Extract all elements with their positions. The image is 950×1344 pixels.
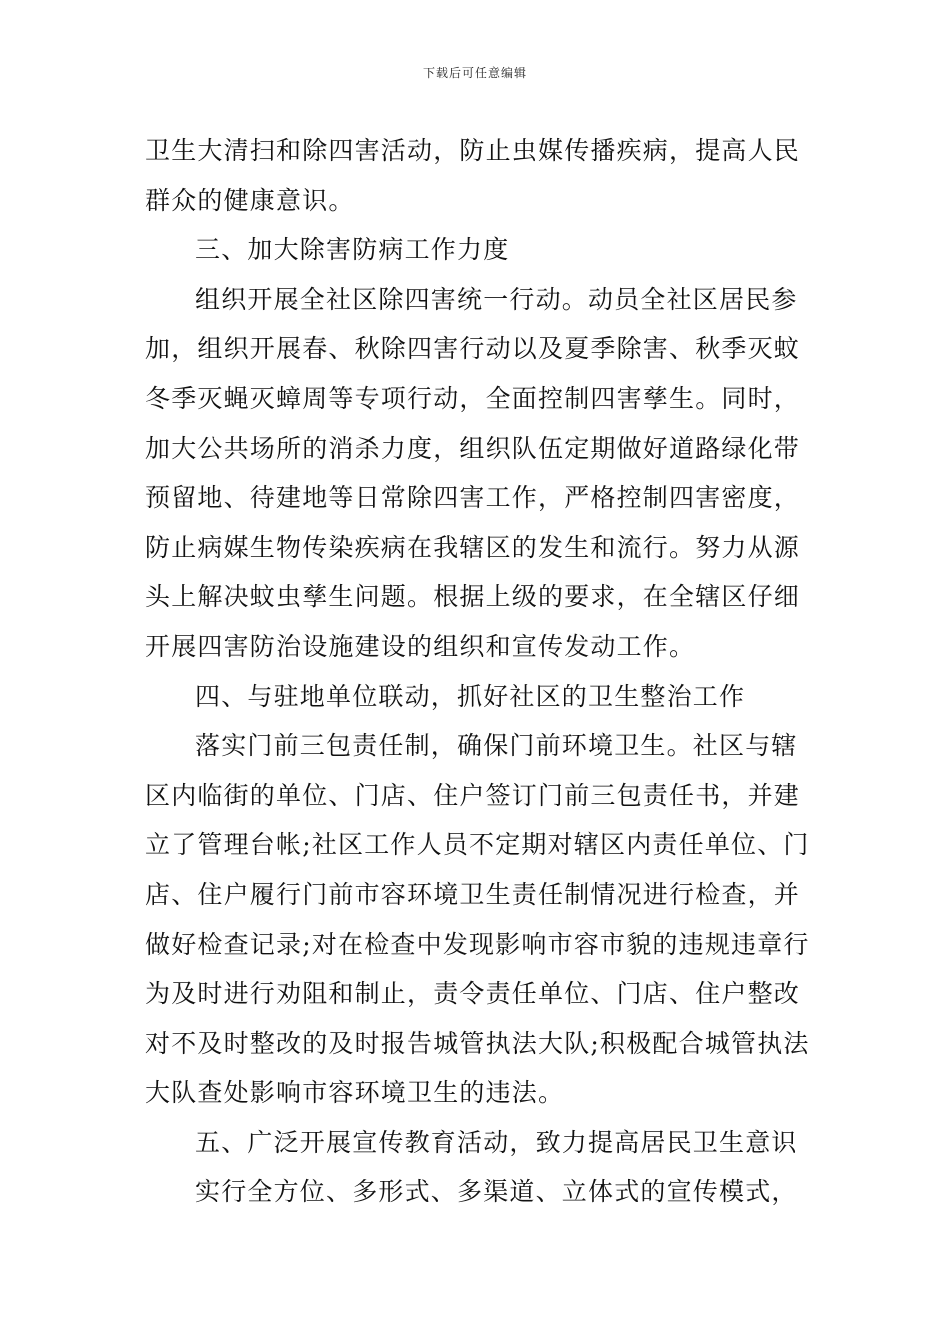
text-line: 加大公共场所的消杀力度，组织队伍定期做好道路绿化带 bbox=[145, 433, 801, 463]
text-line: 冬季灭蝇灭蟑周等专项行动，全面控制四害孳生。同时， bbox=[145, 383, 801, 413]
text-line: 大队查处影响市容环境卫生的违法。 bbox=[145, 1078, 565, 1108]
text-line: 卫生大清扫和除四害活动，防止虫媒传播疾病，提高人民 bbox=[145, 136, 801, 165]
text-line: 头上解决蚊虫孳生问题。根据上级的要求，在全辖区仔细 bbox=[145, 582, 801, 612]
section-heading: 五、广泛开展宣传教育活动，致力提高居民卫生意识 bbox=[195, 1127, 798, 1157]
text-line: 防止病媒生物传染疾病在我辖区的发生和流行。努力从源 bbox=[145, 532, 801, 562]
paragraph-start: 实行全方位、多形式、多渠道、立体式的宣传模式， bbox=[195, 1177, 798, 1207]
text-line: 加，组织开展春、秋除四害行动以及夏季除害、秋季灭蚊 bbox=[145, 334, 801, 364]
section-heading: 四、与驻地单位联动，抓好社区的卫生整治工作 bbox=[195, 681, 746, 711]
document-body bbox=[145, 126, 810, 1217]
page-header: 下载后可任意编辑 bbox=[422, 66, 527, 80]
section-heading: 三、加大除害防病工作力度 bbox=[195, 235, 510, 265]
text-line: 预留地、待建地等日常除四害工作，严格控制四害密度， bbox=[145, 483, 801, 513]
text-line: 群众的健康意识。 bbox=[145, 185, 355, 215]
text-line: 店、住户履行门前市容环境卫生责任制情况进行检查，并 bbox=[145, 879, 801, 909]
text-line: 做好检查记录;对在检查中发现影响市容市貌的违规违章行 bbox=[145, 929, 810, 959]
text-line: 立了管理台帐;社区工作人员不定期对辖区内责任单位、门 bbox=[145, 830, 810, 860]
text-line: 开展四害防治设施建设的组织和宣传发动工作。 bbox=[145, 631, 696, 661]
paragraph-start: 落实门前三包责任制，确保门前环境卫生。社区与辖 bbox=[195, 731, 798, 761]
text-line: 对不及时整改的及时报告城管执法大队;积极配合城管执法 bbox=[145, 1028, 810, 1058]
text-line: 为及时进行劝阻和制止，责令责任单位、门店、住户整改 bbox=[145, 979, 801, 1009]
text-line: 区内临街的单位、门店、住户签订门前三包责任书，并建 bbox=[145, 780, 801, 810]
paragraph-start: 组织开展全社区除四害统一行动。动员全社区居民参 bbox=[195, 284, 798, 314]
